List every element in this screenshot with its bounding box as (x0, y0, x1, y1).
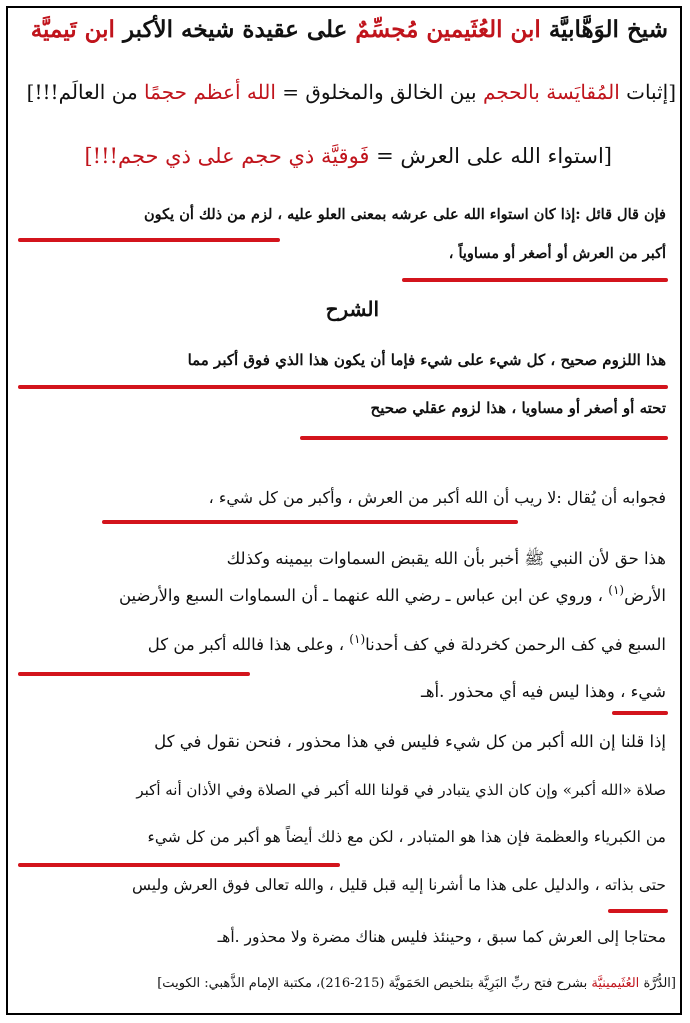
para1-line-4: شيء ، وهذا ليس فيه أي محذور .أهـ (421, 682, 666, 701)
section-heading: الشرح (325, 297, 379, 321)
para2-line-1: إذا قلنا إن الله أكبر من كل شيء فليس في هذا محذور ، فنحن نقول في كل (154, 732, 666, 751)
underline (612, 711, 668, 715)
title-part2: ابن العُثَيمين مُجسِّمٌ (355, 16, 541, 43)
subtitle1-red1: المُقايَسة بالحجم (482, 80, 620, 104)
subtitle1-open: [إثبات (626, 80, 676, 104)
title-part3: على عقيدة شيخه الأكبر (122, 16, 348, 43)
citation-rest: بشرح فتح ربِّ البَرِيَّة بتلخيص الحَمَويَّة (215-216)، مكتبة الإمام الذَّهبي: الكويت] (157, 976, 588, 991)
subtitle-1 (27, 80, 676, 104)
underline (608, 909, 668, 913)
title-part4: ابن تَيميَّة (30, 16, 115, 43)
para1-line-2 (118, 583, 666, 605)
underline (102, 520, 518, 524)
para1-line3a: السبع في كف الرحمن كخردلة في كف أحدنا (365, 635, 666, 654)
para1-line2a: الأرض (624, 586, 666, 605)
subtitle2-open: [استواء الله على العرش = (376, 144, 612, 168)
underline (18, 863, 340, 867)
page-title (31, 16, 668, 43)
title-part1: شيخ الوَهَّابيَّة (548, 16, 668, 43)
citation (157, 976, 676, 991)
footnote-mark: (١) (349, 632, 366, 646)
footnote-mark: (١) (608, 583, 625, 597)
sharh-line-2: تحته أو أصغر أو مساويا ، هذا لزوم عقلي صحيح (370, 399, 666, 417)
para2-line-5: محتاجا إلى العرش كما سبق ، وحينئذ فليس هناك مضرة ولا محذور .أهـ (217, 928, 666, 946)
para1-line-3 (147, 632, 666, 654)
question-line-2: أكبر من العرش أو أصغر أو مساوياً ، (448, 245, 666, 262)
subtitle2-red: فَوقيَّة ذي حجم على ذي حجم!!!] (84, 144, 370, 168)
citation-open: [الدُّرَّة (643, 976, 676, 991)
underline (18, 238, 280, 242)
citation-red: العُثَيمينيَّة (591, 976, 640, 991)
subtitle1-red2: الله أعظم حجمًا (144, 80, 276, 104)
subtitle-2 (84, 144, 612, 168)
subtitle1-mid: بين الخالق والمخلوق = (282, 80, 477, 104)
para1-line-1: هذا حق لأن النبي ﷺ أخبر بأن الله يقبض السماوات بيمينه وكذلك (226, 549, 666, 568)
para1-line3b: ، وعلى هذا فالله أكبر من كل (147, 635, 345, 654)
subtitle1-close: من العالَم!!!] (26, 80, 138, 104)
underline (18, 385, 668, 389)
para2-line-2: صلاة «الله أكبر» وإن كان الذي يتبادر في قولنا الله أكبر في الصلاة وفي الأذان أنه أكبر (136, 781, 666, 799)
underline (402, 278, 668, 282)
question-line-1: فإن قال قائل :إذا كان استواء الله على عرشه بمعنى العلو عليه ، لزم من ذلك أن يكون (144, 206, 666, 223)
para2-line-3: من الكبرياء والعظمة فإن هذا هو المتبادر ، لكن مع ذلك أيضاً هو أكبر من كل شيء (147, 828, 666, 846)
sharh-line-1: هذا اللزوم صحيح ، كل شيء على شيء فإما أن يكون هذا الذي فوق أكبر مما (187, 351, 666, 369)
underline (18, 672, 250, 676)
answer-line: فجوابه أن يُقال :لا ريب أن الله أكبر من العرش ، وأكبر من كل شيء ، (208, 488, 666, 507)
para1-line2b: ، وروي عن ابن عباس ـ رضي الله عنهما ـ أن السماوات السبع والأرضين (118, 586, 603, 605)
para2-line-4: حتى بذاته ، والدليل على هذا ما أشرنا إليه قبل قليل ، والله تعالى فوق العرش وليس (132, 876, 666, 894)
underline (300, 436, 668, 440)
